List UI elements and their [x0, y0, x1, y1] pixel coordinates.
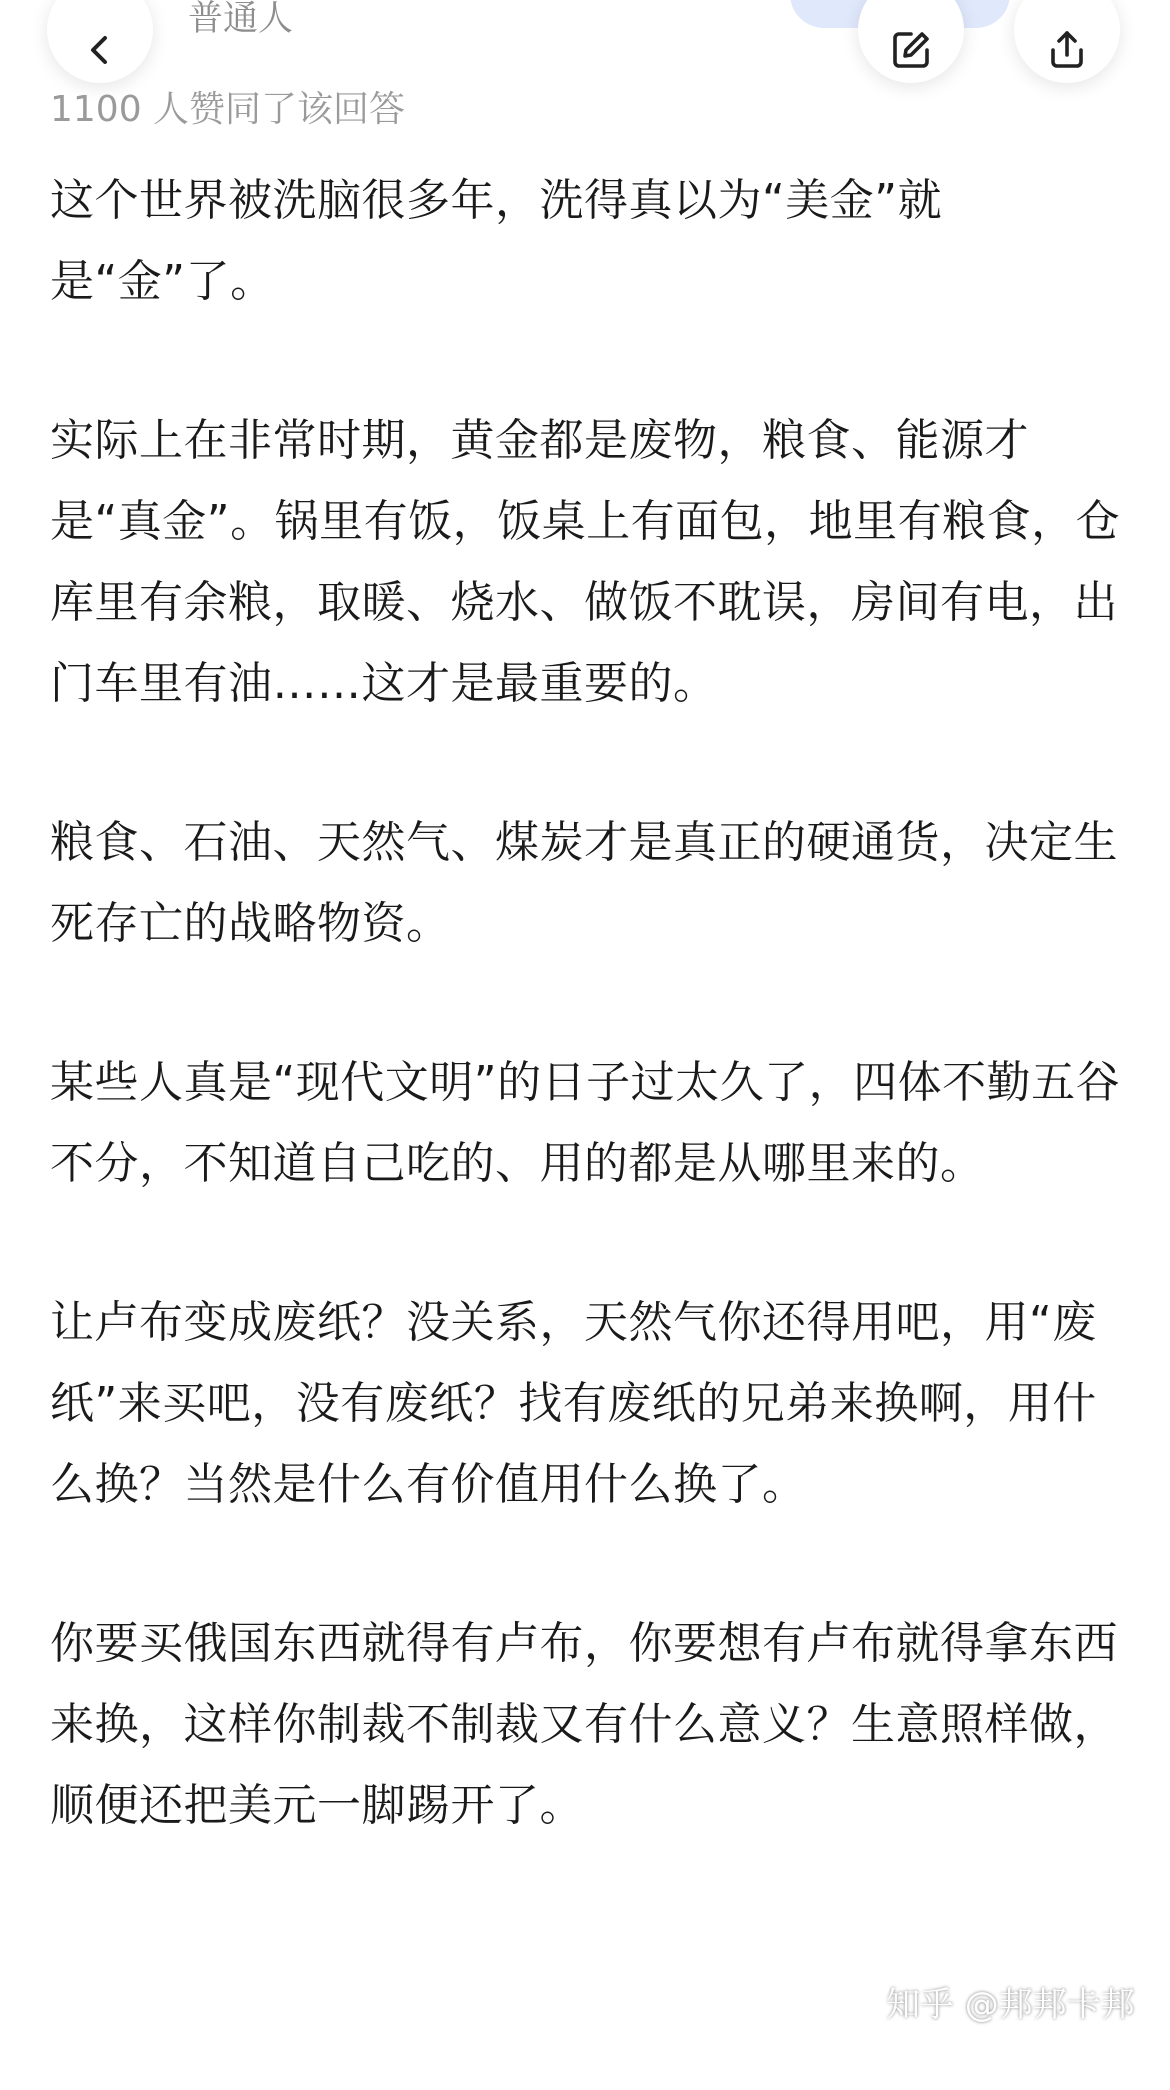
zhihu-watermark: 知乎 @邦邦卡邦 [886, 1985, 1135, 2025]
back-button[interactable] [47, 0, 153, 83]
answer-paragraph: 某些人真是“现代文明”的日子过太久了，四体不勤五谷不分，不知道自己吃的、用的都是从哪里来的。 [50, 1057, 1121, 1189]
answer-paragraph: 你要买俄国东西就得有卢布，你要想有卢布就得拿东西来换，这样你制裁不制裁又有什么意义？生意照样做，顺便还把美元一脚踢开了。 [50, 1618, 1118, 1831]
top-bar [0, 0, 1170, 90]
answer-paragraph: 粮食、石油、天然气、煤炭才是真正的硬通货，决定生死存亡的战略物资。 [50, 817, 1118, 949]
answer-paragraph: 实际上在非常时期，黄金都是废物，粮食、能源才是“真金”。锅里有饭，饭桌上有面包，地里有粮食，仓库里有余粮，取暖、烧水、做饭不耽误，房间有电，出门车里有油……这才是最重要的。 [50, 415, 1121, 709]
answer-paragraph: 这个世界被洗脑很多年，洗得真以为“美金”就是“金”了。 [50, 175, 943, 307]
share-button[interactable] [1014, 0, 1120, 83]
edit-square-icon [889, 28, 933, 72]
author-name[interactable]: 普通人 [188, 0, 294, 39]
write-answer-button[interactable] [858, 0, 964, 83]
chevron-left-icon [80, 30, 120, 70]
share-upload-icon [1045, 28, 1089, 72]
agree-count: 1100 人赞同了该回答 [50, 89, 406, 130]
answer-body [50, 160, 1130, 1924]
answer-paragraph: 让卢布变成废纸？没关系，天然气你还得用吧，用“废纸”来买吧，没有废纸？找有废纸的兄弟来换啊，用什么换？当然是什么有价值用什么换了。 [50, 1297, 1097, 1510]
